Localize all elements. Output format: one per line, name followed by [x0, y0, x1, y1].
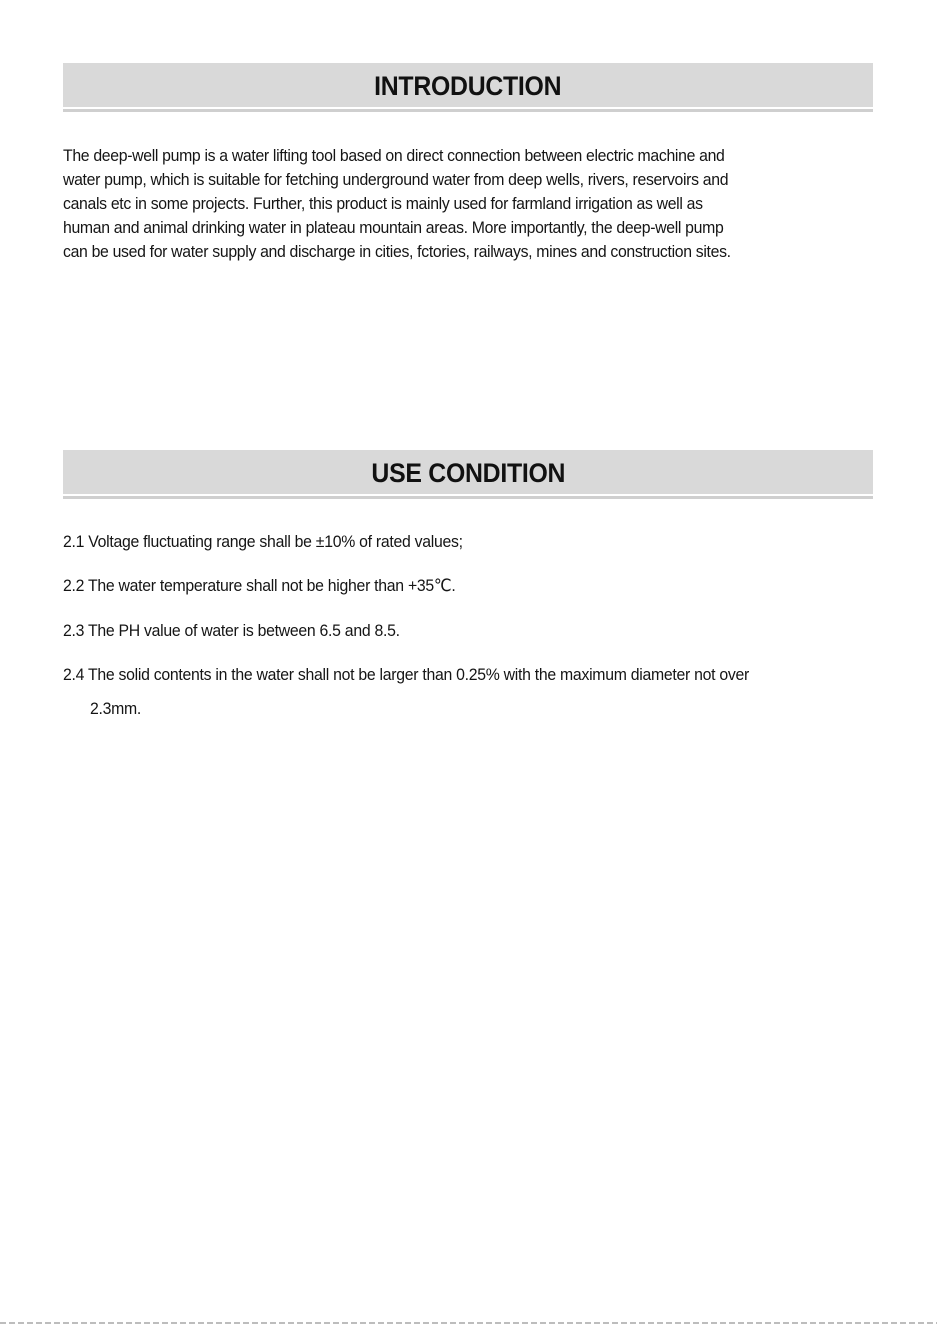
condition-item-2-4-continuation: 2.3mm.	[90, 699, 142, 718]
paragraph-line: human and animal drinking water in plateau mountain areas. More importantly, the deep-well pump	[63, 218, 724, 237]
condition-item-2-2: 2.2 The water temperature shall not be higher than +35℃.	[63, 576, 456, 595]
paragraph-line: water pump, which is suitable for fetching underground water from deep wells, rivers, reservoirs and	[63, 170, 729, 189]
paragraph-line: The deep-well pump is a water lifting tool based on direct connection between electric machine and	[63, 146, 725, 165]
introduction-heading-rule	[63, 109, 873, 112]
use-condition-heading-rule	[63, 496, 873, 499]
paragraph-line: can be used for water supply and discharge in cities, fctories, railways, mines and construction sites.	[63, 242, 731, 261]
introduction-heading: INTRODUCTION	[374, 71, 562, 101]
introduction-paragraph	[63, 144, 863, 264]
use-condition-heading: USE CONDITION	[371, 458, 565, 488]
condition-item-2-4: 2.4 The solid contents in the water shall not be larger than 0.25% with the maximum diameter not over	[63, 665, 750, 684]
condition-item-2-1: 2.1 Voltage fluctuating range shall be ±10% of rated values;	[63, 532, 463, 551]
use-condition-heading-bar	[63, 450, 873, 494]
paragraph-line: canals etc in some projects. Further, this product is mainly used for farmland irrigation as well as	[63, 194, 703, 213]
introduction-heading-bar	[63, 63, 873, 107]
condition-item-2-3: 2.3 The PH value of water is between 6.5 and 8.5.	[63, 621, 400, 640]
